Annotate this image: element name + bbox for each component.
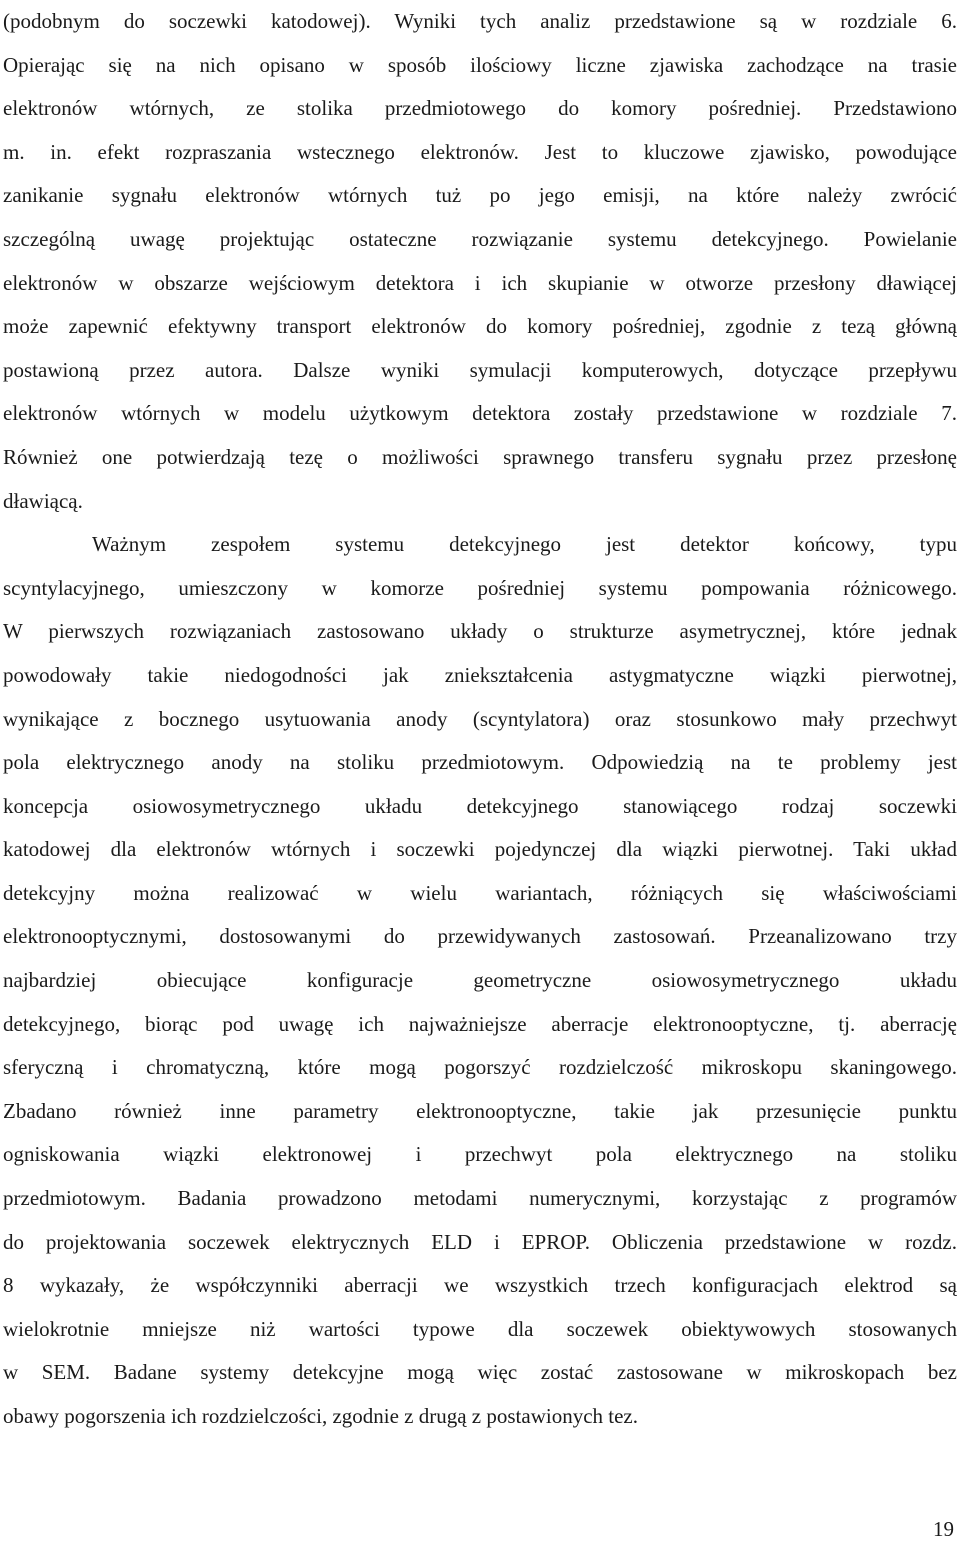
text-line: szczególną uwagę projektując ostateczne rozwiązanie systemu detekcyjnego. Powielanie: [3, 226, 957, 251]
text-line: elektronów w obszarze wejściowym detektora i ich skupianie w otworze przesłony dławiącej: [3, 270, 957, 295]
text-line: elektronów wtórnych w modelu użytkowym detektora zostały przedstawione w rozdziale 7.: [3, 401, 957, 426]
text-line: w SEM. Badane systemy detekcyjne mogą więc zostać zastosowane w mikroskopach bez: [3, 1360, 957, 1385]
text-line: postawioną przez autora. Dalsze wyniki symulacji komputerowych, dotyczące przepływu: [3, 357, 957, 382]
text-line: powodowały takie niedogodności jak zniekształcenia astygmatyczne wiązki pierwotnej,: [3, 662, 957, 687]
body-text: [3, 0, 957, 1439]
paragraph-1: [3, 0, 957, 523]
text-line: Zbadano również inne parametry elektronooptyczne, takie jak przesunięcie punktu: [3, 1098, 957, 1123]
text-line: 8 wykazały, że współczynniki aberracji we wszystkich trzech konfiguracjach elektrod są: [3, 1273, 957, 1298]
text-line: Opierając się na nich opisano w sposób ilościowy liczne zjawiska zachodzące na trasie: [3, 52, 957, 77]
text-line: detekcyjny można realizować w wielu wariantach, różniących się właściwościami: [3, 880, 957, 905]
text-line: elektronów wtórnych, ze stolika przedmiotowego do komory pośredniej. Przedstawiono: [3, 96, 957, 121]
text-line: katodowej dla elektronów wtórnych i soczewki pojedynczej dla wiązki pierwotnej. Taki układ: [3, 837, 957, 862]
text-line: detekcyjnego, biorąc pod uwagę ich najważniejsze aberracje elektronooptyczne, tj. aberrację: [3, 1011, 957, 1036]
text-line: wielokrotnie mniejsze niż wartości typowe dla soczewek obiektywowych stosowanych: [3, 1316, 957, 1341]
text-line: W pierwszych rozwiązaniach zastosowano układy o strukturze asymetrycznej, które jednak: [3, 619, 957, 644]
text-line: najbardziej obiecujące konfiguracje geometryczne osiowosymetrycznego układu: [3, 968, 957, 993]
text-line: obawy pogorszenia ich rozdzielczości, zgodnie z drugą z postawionych tez.: [3, 1404, 639, 1428]
paragraph-2: [3, 523, 957, 1438]
text-line: wynikające z bocznego usytuowania anody (scyntylatora) oraz stosunkowo mały przechwyt: [3, 706, 957, 731]
text-line: pola elektrycznego anody na stoliku przedmiotowym. Odpowiedzią na te problemy jest: [3, 750, 957, 775]
text-line: dławiącą.: [3, 488, 83, 513]
text-line: przedmiotowym. Badania prowadzono metodami numerycznymi, korzystając z programów: [3, 1186, 957, 1211]
text-line: Również one potwierdzają tezę o możliwości sprawnego transferu sygnału przez przesłonę: [3, 444, 957, 469]
text-line: Ważnym zespołem systemu detekcyjnego jest detektor końcowy, typu: [92, 532, 957, 557]
text-line: elektronooptycznymi, dostosowanymi do przewidywanych zastosowań. Przeanalizowano trzy: [3, 924, 957, 949]
text-line: zanikanie sygnału elektronów wtórnych tuż po jego emisji, na które należy zwrócić: [3, 183, 957, 208]
text-line: koncepcja osiowosymetrycznego układu detekcyjnego stanowiącego rodzaj soczewki: [3, 793, 957, 818]
text-line: (podobnym do soczewki katodowej). Wyniki tych analiz przedstawione są w rozdziale 6.: [3, 9, 957, 33]
text-line: do projektowania soczewek elektrycznych ELD i EPROP. Obliczenia przedstawione w rozdz.: [3, 1229, 957, 1254]
text-line: m. in. efekt rozpraszania wstecznego elektronów. Jest to kluczowe zjawisko, powodujące: [3, 139, 957, 164]
text-line: sferyczną i chromatyczną, które mogą pogorszyć rozdzielczość mikroskopu skaningowego.: [3, 1055, 957, 1080]
text-line: ogniskowania wiązki elektronowej i przechwyt pola elektrycznego na stoliku: [3, 1142, 957, 1167]
page-number: 19: [933, 1517, 954, 1541]
text-line: może zapewnić efektywny transport elektronów do komory pośredniej, zgodnie z tezą główną: [3, 314, 957, 339]
text-line: scyntylacyjnego, umieszczony w komorze pośredniej systemu pompowania różnicowego.: [3, 575, 957, 600]
